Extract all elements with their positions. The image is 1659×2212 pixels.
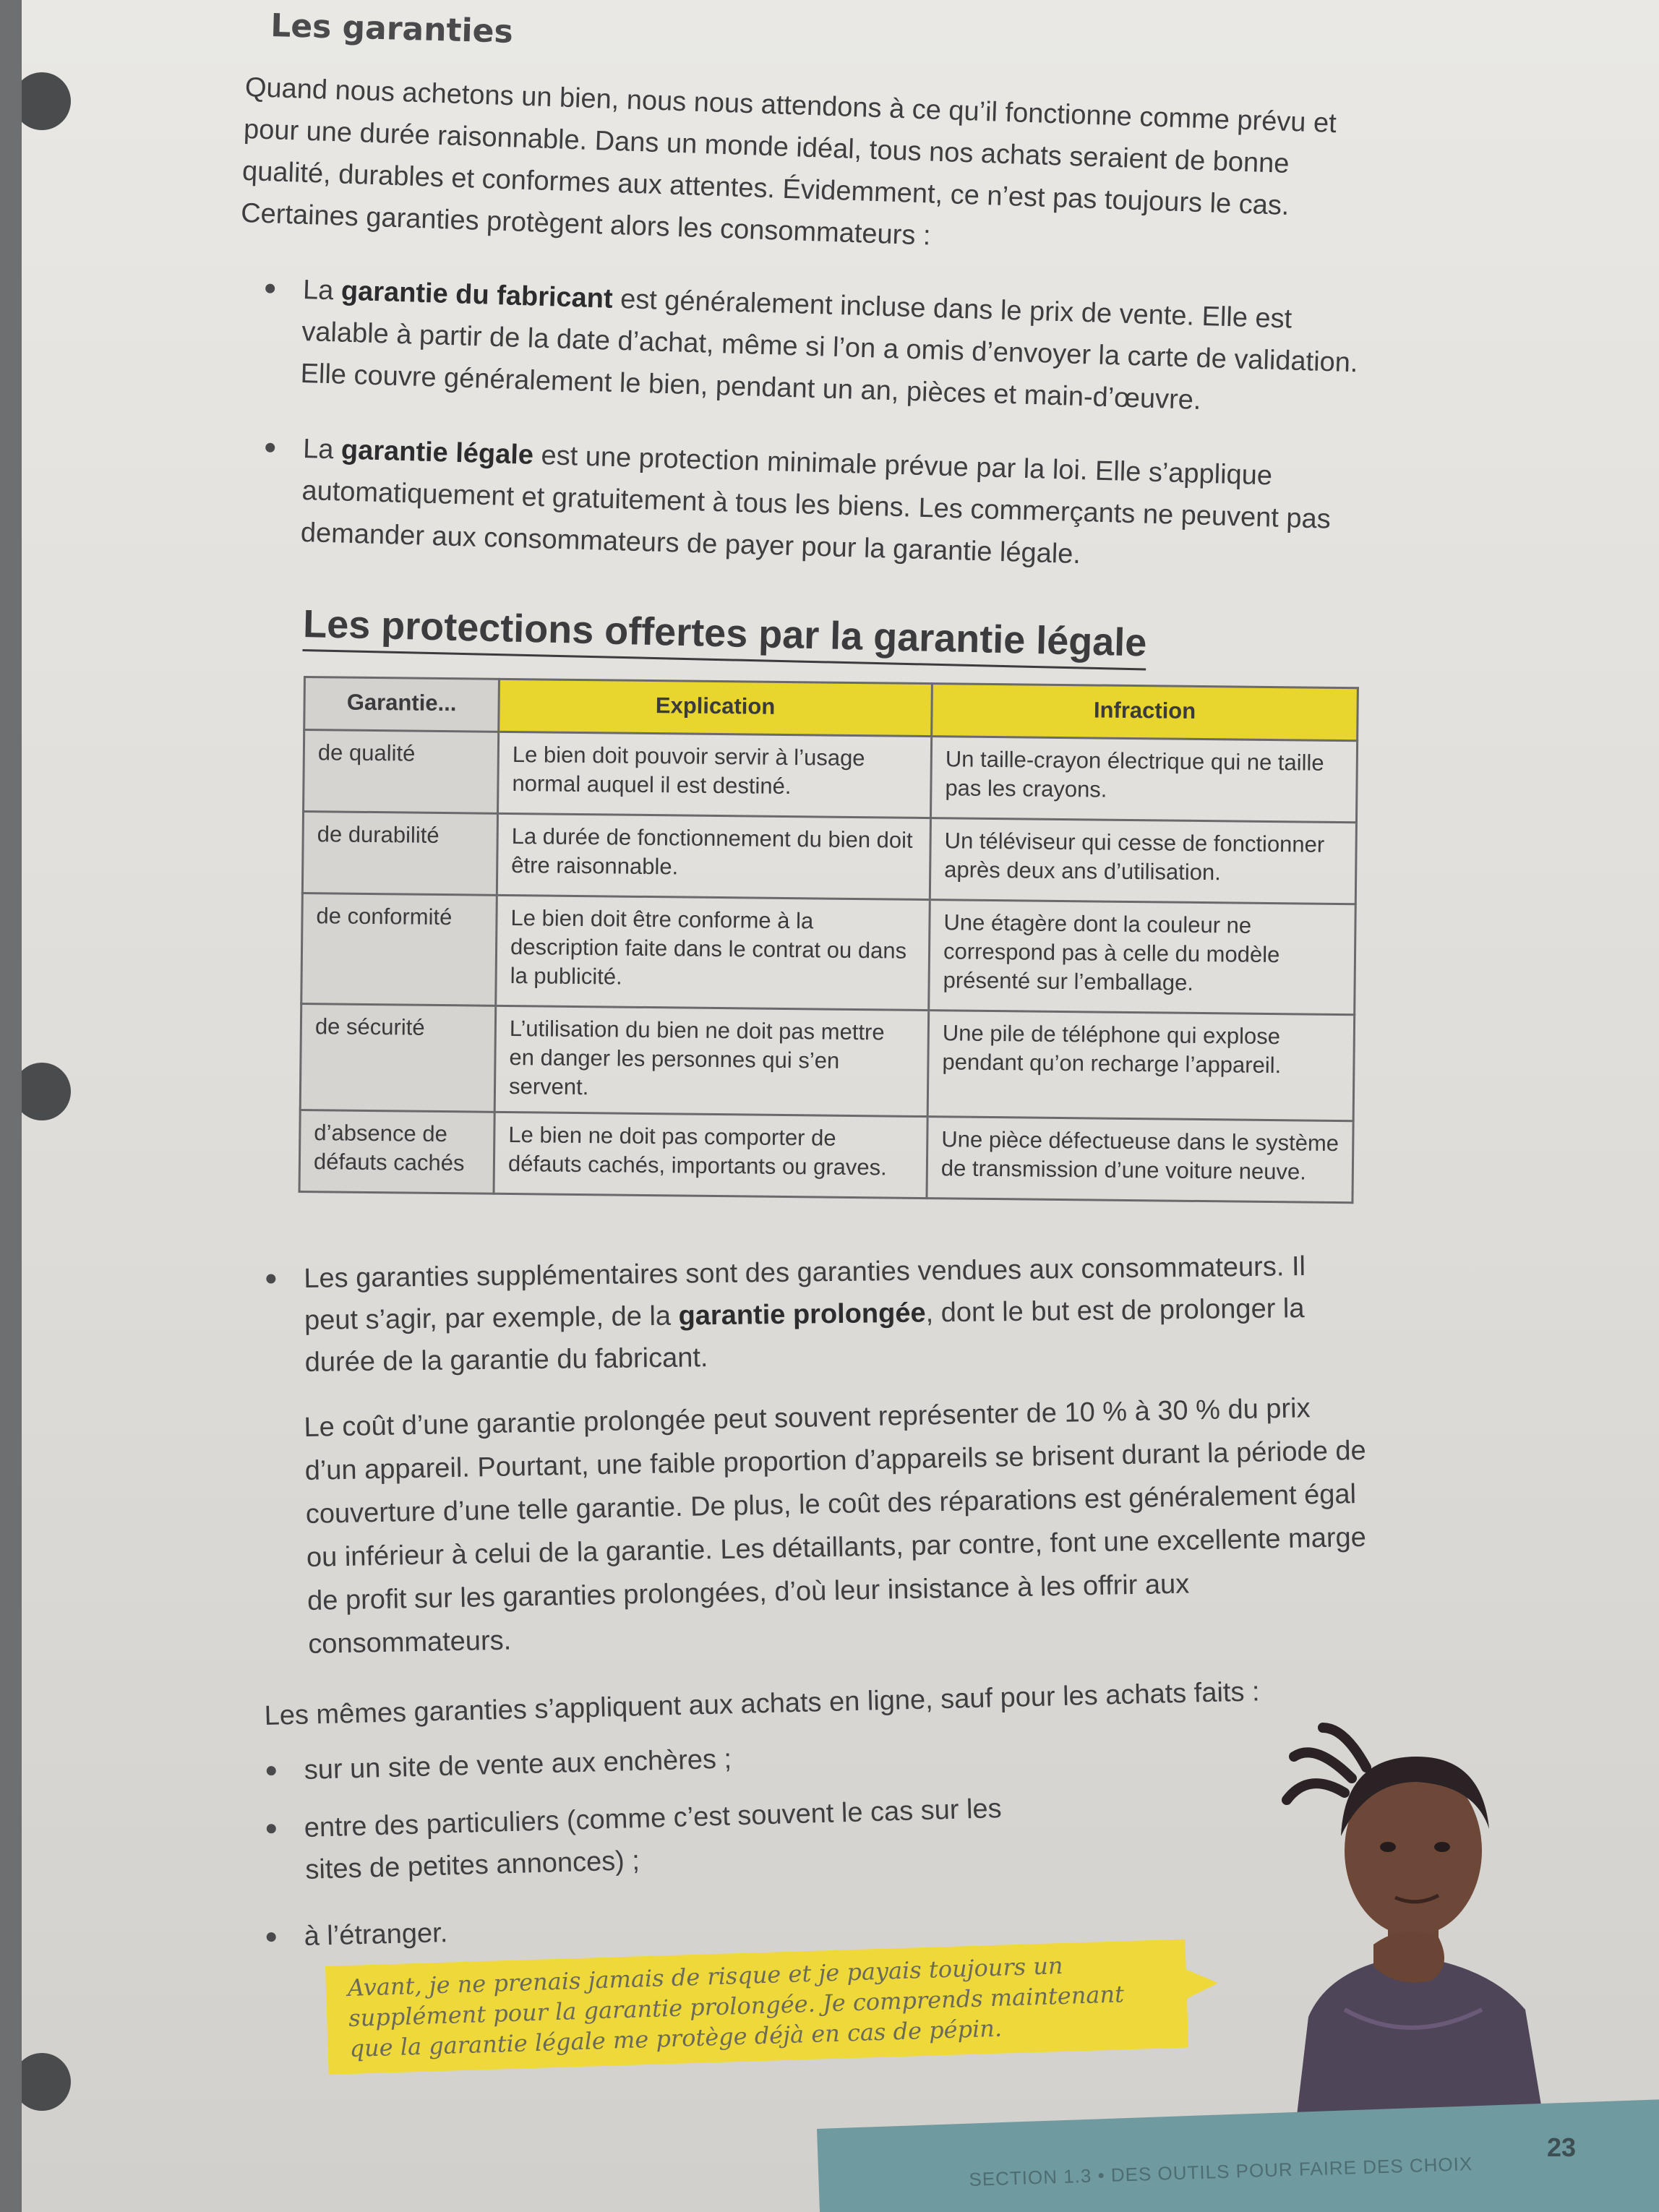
bullet-extended-warranty bbox=[304, 1245, 1368, 1384]
list-item-text: sur un site de vente aux enchères ; bbox=[304, 1744, 732, 1786]
bullet-dot bbox=[267, 1932, 276, 1942]
footer-band bbox=[817, 2096, 1659, 2212]
bullet-dot bbox=[265, 443, 275, 453]
table-cell: de sécurité bbox=[300, 1003, 496, 1112]
table-cell: de conformité bbox=[301, 893, 497, 1006]
punch-hole bbox=[22, 1063, 71, 1120]
table-row bbox=[304, 730, 1358, 823]
bullet-text: , dont le but est de prolonger la durée de la garantie du fabricant. bbox=[304, 1293, 1305, 1378]
punch-hole bbox=[22, 2053, 71, 2111]
table-cell: Un téléviseur qui cesse de fonctionner après deux ans d’utilisation. bbox=[930, 818, 1356, 904]
table-row bbox=[300, 1003, 1354, 1120]
column-header: Explication bbox=[499, 679, 933, 736]
table-cell: L’utilisation du bien ne doit pas mettre en danger les personnes qui s’en servent. bbox=[494, 1006, 929, 1116]
intro-paragraph: Quand nous achetons un bien, nous nous attendons à ce qu’il fonctionne comme prévu et pour une durée raisonnable. Dans un monde idéal, tous nos achats seraient de bonne qualité, durables et conformes aux attentes. Évidemment, ce n’est pas toujours le cas. Certaines garanties protègent alors les consommateurs : bbox=[240, 72, 1337, 252]
online-purchases-paragraph: Les mêmes garanties s’appliquent aux achats en ligne, sauf pour les achats faits : bbox=[264, 1676, 1261, 1731]
punch-hole bbox=[22, 72, 71, 130]
table-cell: Le bien ne doit pas comporter de défauts cachés, importants ou graves. bbox=[494, 1112, 927, 1198]
section-heading: Les garanties bbox=[270, 7, 514, 51]
bullet-bold-term: garantie légale bbox=[340, 434, 534, 471]
bullet-dot bbox=[265, 283, 275, 293]
bullet-legal-warranty bbox=[300, 428, 1366, 583]
quote-text: Avant, je ne prenais jamais de risque et je payais toujours un supplément pour la garantie prolongée. Je comprends maintenant que la garantie légale me protège déjà en cas de pépin. bbox=[347, 1951, 1125, 2062]
table-cell: d’absence de défauts cachés bbox=[299, 1110, 494, 1193]
bullet-text: est généralement incluse dans le prix de vente. Elle est valable à partir de la date d’achat, même si l’on a omis d’envoyer la carte de validation. Elle couvre généralement le bien, pendant un an, pièces et main-d’œuvre. bbox=[300, 283, 1359, 416]
table-row bbox=[302, 812, 1356, 904]
table-cell: Un taille-crayon électrique qui ne taille pas les crayons. bbox=[930, 737, 1357, 823]
table-cell: Le bien doit pouvoir servir à l’usage normal auquel il est destiné. bbox=[498, 732, 932, 818]
student-photo bbox=[1265, 1706, 1576, 2140]
table-cell: de qualité bbox=[304, 730, 499, 814]
bullet-bold-term: garantie prolongée bbox=[678, 1298, 926, 1332]
person-illustration bbox=[1265, 1706, 1576, 2140]
table-row bbox=[299, 1110, 1353, 1202]
table-cell: Une étagère dont la couleur ne correspond pas à celle du modèle présenté sur l’emballage. bbox=[929, 900, 1356, 1015]
column-header: Infraction bbox=[932, 684, 1358, 741]
legal-warranty-table bbox=[299, 676, 1359, 1204]
bullet-dot bbox=[267, 1766, 276, 1775]
speech-bubble-tail bbox=[1183, 1967, 1219, 1999]
speech-bubble bbox=[325, 1939, 1188, 2075]
list-item-text: à l’étranger. bbox=[304, 1918, 448, 1952]
table-title: Les protections offertes par la garantie légale bbox=[302, 601, 1147, 670]
list-item-text: entre des particuliers (comme c’est souvent le cas sur les sites de petites annonces) ; bbox=[304, 1793, 1003, 1885]
bullet-manufacturer-warranty bbox=[300, 269, 1366, 426]
bullet-text: La bbox=[302, 274, 342, 306]
bullet-text: Les garanties supplémentaires sont des garanties vendues aux consommateurs. Il peut s’agir, par exemple, de la bbox=[304, 1251, 1306, 1336]
extended-warranty-cost-paragraph: Le coût d’une garantie prolongée peut souvent représenter de 10 % à 30 % du prix d’un appareil. Pourtant, une faible proportion d’appareils se brisent durant la période de couverture d’une telle garantie. De plus, le coût des réparations est généralement égal ou inférieur à celui de la garantie. Les détaillants, par contre, font une excellente marge de profit sur les garanties prolongées, d’où leur insistance à les offrir aux consommateurs. bbox=[304, 1393, 1367, 1660]
bullet-bold-term: garantie du fabricant bbox=[340, 275, 614, 314]
bullet-text: La bbox=[302, 433, 342, 466]
bullet-dot bbox=[267, 1824, 276, 1833]
column-header: Garantie... bbox=[304, 677, 500, 732]
table-row bbox=[301, 893, 1356, 1014]
online-list-item bbox=[304, 1731, 1027, 1791]
table-cell: Une pile de téléphone qui explose pendant qu’on recharge l’appareil. bbox=[927, 1011, 1355, 1121]
table-cell: de durabilité bbox=[302, 812, 497, 896]
table-cell: Le bien doit être conforme à la description faite dans le contrat ou dans la publicité. bbox=[496, 895, 930, 1010]
page-number: 23 bbox=[1547, 2132, 1577, 2162]
textbook-page bbox=[22, 0, 1659, 2212]
bullet-dot bbox=[266, 1274, 275, 1283]
bullet-text: est une protection minimale prévue par la loi. Elle s’applique automatiquement et gratuitement à tous les biens. Les commerçants ne peuvent pas demander aux consommateurs de payer pour la garantie légale. bbox=[300, 440, 1332, 570]
table-cell: La durée de fonctionnement du bien doit être raisonnable. bbox=[497, 813, 930, 899]
table-cell: Une pièce défectueuse dans le système de transmission d’une voiture neuve. bbox=[927, 1117, 1353, 1203]
online-list-item bbox=[304, 1787, 1029, 1891]
section-footer: SECTION 1.3 • DES OUTILS POUR FAIRE DES CHOIX bbox=[969, 2153, 1473, 2190]
